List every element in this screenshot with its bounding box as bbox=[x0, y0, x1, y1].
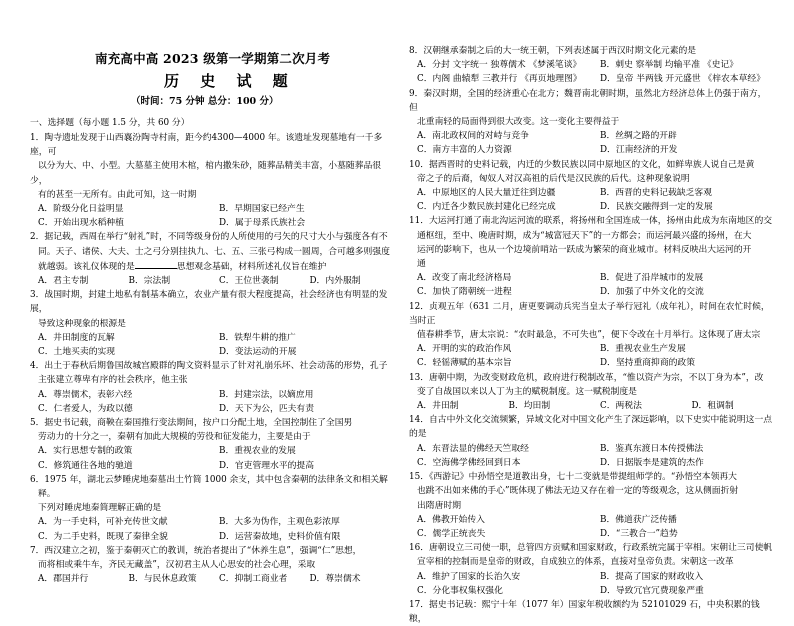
left-column bbox=[30, 131, 392, 587]
q16-option-c: C．分化事权集权强化 bbox=[417, 585, 503, 596]
q11-stem-2: 通枢纽，至中、晚唐时期，成为“城富冠天下”的一方都会；而运河最兴盛的扬州，在大 bbox=[417, 230, 752, 241]
q11-option-b: B．促进了沿岸城市的发展 bbox=[600, 273, 704, 284]
question-6 bbox=[30, 473, 392, 544]
q13-option-a: A．井田制 bbox=[417, 401, 459, 412]
section-heading: 一、选择题（每小题 1.5 分，共 60 分） bbox=[30, 118, 190, 128]
q1-option-c: C．开始出现水稻种植 bbox=[38, 218, 124, 229]
q9-option-a: A．南北政权间的对峙与竞争 bbox=[417, 131, 529, 142]
q14-option-b: B．鉴真东渡日本传授佛法 bbox=[600, 443, 704, 454]
q11-option-a: A．改变了南北经济格局 bbox=[417, 273, 512, 284]
q3-option-d: D．变法运动的开展 bbox=[219, 347, 297, 358]
q13-stem-2: 变了自战国以来以人丁为主的赋税制度。这一赋税制度是 bbox=[417, 386, 637, 397]
q2-stem-3: 就越弱。该礼仪体现的是 bbox=[38, 261, 135, 272]
q11-stem-1: 11．大运河打通了南北沟运河流的联系，将扬州和全国连成一体，扬州由此成为东南地区的交 bbox=[409, 216, 773, 227]
q14-stem: 14．自古中外文化交流频繁，异域文化对中国文化产生了深远影响，以下史实中能说明这一点的是 bbox=[409, 415, 773, 440]
question-10 bbox=[409, 158, 775, 215]
q16-option-b: B．提高了国家的财政收入 bbox=[600, 571, 704, 582]
question-14 bbox=[409, 413, 775, 470]
q1-option-d: D．属于母系氏族社会 bbox=[219, 218, 306, 229]
q13-option-c: C．两税法 bbox=[600, 401, 642, 412]
q2-option-a: A．君主专制 bbox=[38, 276, 89, 287]
q1-option-b: B．早期国家已经产生 bbox=[219, 204, 305, 215]
q7-option-a: A．郡国并行 bbox=[38, 574, 89, 585]
q12-option-b: B．重视农业生产发展 bbox=[600, 344, 686, 355]
q1-stem-1: 1．陶寺遗址发现于山西襄汾陶寺村南，距今约4300—4000 年。该遗址发现墓地有一千多座，可 bbox=[30, 133, 383, 158]
q16-option-a: A．维护了国家的长治久安 bbox=[417, 571, 521, 582]
question-3 bbox=[30, 288, 392, 359]
q2-stem-2: 同。天子、诸侯、大夫、士之弓分别挂执九、七、五、三张弓构成一圆周，合可越多则强度 bbox=[38, 246, 390, 257]
q2-option-b: B．宗法制 bbox=[128, 276, 171, 287]
q5-option-c: C．修筑通往各地的驰道 bbox=[38, 460, 133, 471]
q4-option-b: B．封建宗法，以嫡庶用 bbox=[219, 389, 314, 400]
q10-option-c: C．内迁各少数民族封建化已经完成 bbox=[417, 202, 556, 213]
q8-option-b: B．刺史 察举制 均输平准 《史记》 bbox=[600, 60, 739, 71]
q7-option-c: C．抑制工商业者 bbox=[219, 574, 288, 585]
q3-stem-1: 3．战国时期，封建土地私有制基本确立，农业产量有很大程度提高，社会经济也有明显的发展， bbox=[30, 290, 388, 315]
q16-stem-2: 宣宰相的控制而是皇帝的财政，自成独立的体系，直接对皇帝负责。宋朝这一改革 bbox=[417, 557, 734, 568]
question-4 bbox=[30, 359, 392, 416]
q4-stem-2: 主张建立尊卑有序的社会秩序，他主张 bbox=[38, 375, 188, 386]
q6-option-c: C．为二手史料，既现了秦律全貌 bbox=[38, 531, 168, 542]
q9-option-c: C．南方丰富的人力资源 bbox=[417, 145, 512, 156]
q7-stem-2: 而将相或乘牛车，齐民无藏盖”，汉初君主从人心思安的社会心理，采取 bbox=[38, 560, 316, 571]
q6-option-b: B．大多为伪作，主观色彩浓厚 bbox=[219, 517, 340, 528]
answer-blank bbox=[135, 259, 177, 269]
q6-option-a: A．为一手史料，可补充传世文献 bbox=[38, 517, 168, 528]
q14-option-c: C．空海佛学佛经回到日本 bbox=[417, 457, 521, 468]
q2-option-d: D．内外服制 bbox=[309, 276, 361, 287]
q12-stem-2: 值春耕季节，唐太宗说：“农时最急，不可失也”，便下令改在十月举行。这体现了唐太宗 bbox=[417, 330, 761, 341]
q8-option-a: A．分封 文字统一 独尊儒术 《梦溪笔谈》 bbox=[417, 60, 582, 71]
q12-stem-1: 12．贞观五年（631 二月，唐更要调动兵宪当皇太子举行冠礼（成年礼），时间在农忙时候，当时正 bbox=[409, 301, 770, 326]
q14-option-d: D．日据版李是建筑的杰作 bbox=[600, 457, 704, 468]
exam-subject: 历 史 试 题 bbox=[164, 72, 296, 90]
q7-stem-1: 7．西汉建立之初，鉴于秦朝灭亡的教训，统治者提出了“休养生息”，强调“仁”思想， bbox=[30, 545, 362, 556]
q14-option-a: A．东晋法显的佛经天竺取经 bbox=[417, 443, 529, 454]
q11-stem-3: 运河的影响下，也从一个边境前哨站一跃成为繁荣的商业城市。材料反映出大运河的开 bbox=[417, 244, 752, 255]
q10-stem-1: 10．据西晋时的史料记载，内迁的少数民族以同中原地区的文化，如鲜卑族人说自己是黄 bbox=[409, 159, 755, 170]
q6-option-d: D．运营秦故地，史料价值有限 bbox=[219, 531, 341, 542]
q7-option-b: B．与民休息政策 bbox=[128, 574, 197, 585]
exam-meta: （时间：75 分钟 总分：100 分） bbox=[131, 96, 279, 107]
q10-option-d: D．民族交融得到一定的发展 bbox=[600, 202, 713, 213]
q4-option-a: A．尊崇儒术，表彰六经 bbox=[38, 389, 133, 400]
question-11 bbox=[409, 214, 775, 299]
q15-option-b: B．佛道获广泛传播 bbox=[600, 514, 677, 525]
q5-option-a: A．实行思想专制的政策 bbox=[38, 446, 133, 457]
question-9 bbox=[409, 87, 775, 158]
question-1 bbox=[30, 131, 392, 230]
q2-stem-3b: 思想观念基础，材料所述礼仪旨在维护 bbox=[176, 261, 327, 272]
q4-option-c: C．仁者爱人，为政以德 bbox=[38, 403, 133, 414]
q15-stem-1: 15．《西游记》中孙悟空是道教出身，七十二变就是带提组师学的。“孙悟空本领再大 bbox=[409, 472, 737, 483]
q3-option-b: B．铁犁牛耕的推广 bbox=[219, 332, 296, 343]
question-5 bbox=[30, 416, 392, 473]
q2-option-c: C．王位世袭制 bbox=[219, 276, 279, 287]
q4-option-d: D．天下为公，匹夫有责 bbox=[219, 403, 315, 414]
q11-option-d: D．加强了中外文化的交流 bbox=[600, 287, 704, 298]
exam-title: 南充高中高 2023 级第一学期第二次月考 bbox=[95, 51, 331, 66]
q6-stem-3: 下列对睡虎地秦简理解正确的是 bbox=[38, 503, 162, 514]
q15-option-a: A．佛教开始传入 bbox=[417, 514, 485, 525]
q6-stem-2: 释。 bbox=[38, 489, 56, 500]
q8-stem: 8．汉朝继承秦制之后的大一统王朝，下列表述属于西汉时期文化元素的是 bbox=[409, 46, 697, 56]
q9-stem-2: 北重南轻的局面得到很大改变。这一变化主要得益于 bbox=[417, 117, 620, 128]
q11-option-c: C．加快了隋朝统一进程 bbox=[417, 287, 512, 298]
q10-option-b: B．西晋的史料记载缺乏客观 bbox=[600, 188, 713, 199]
q11-stem-4: 通 bbox=[417, 259, 426, 270]
q16-stem-1: 16．唐朝设立三司使一职，总管四方贡赋和国家财政，行政系统完属于宰相。宋朝让三司使帆 bbox=[409, 543, 773, 554]
question-7 bbox=[30, 544, 392, 587]
question-2 bbox=[30, 230, 392, 288]
q4-stem-1: 4．出土于春秋后期鲁国故城宫殿群的陶文资料显示了针对礼崩乐坏、社会动荡的形势，孔子 bbox=[30, 361, 388, 372]
q6-stem-1: 6．1975 年，湖北云梦睡虎地秦墓出土竹简 1000 余支，其中包含秦朝的法律条文和相关解 bbox=[30, 474, 388, 485]
question-16 bbox=[409, 541, 775, 598]
question-15 bbox=[409, 470, 775, 541]
q5-stem-1: 5．据史书记载，商鞅在秦国推行变法期间，按户口分配土地，全国控制住了全国男 bbox=[30, 418, 353, 429]
q1-option-a: A．阶级分化日益明显 bbox=[38, 204, 124, 215]
q13-stem-1: 13．唐朝中期，为改变财政危机，政府进行税制改革，“惟以资产为宗，不以丁身为本”，改 bbox=[409, 372, 764, 383]
q9-option-b: B．丝绸之路的开辟 bbox=[600, 131, 677, 142]
q8-option-d: D．皇帝 半两钱 开元盛世 《梓农本草经》 bbox=[600, 74, 765, 85]
q9-stem-1: 9．秦汉时期，全国的经济重心在北方；魏晋南北朝时期，虽然北方经济总体上仍强于南方，但 bbox=[409, 88, 767, 113]
q2-stem-1: 2．据记载，西周在举行“射礼”时，不同等级身份的人所使用的弓矢的尺寸大小与强度各有不 bbox=[30, 232, 388, 243]
q12-option-a: A．开明的实的政治作风 bbox=[417, 344, 512, 355]
question-8 bbox=[409, 44, 775, 87]
q12-option-d: D．坚持重商抑商的政策 bbox=[600, 358, 696, 369]
q10-stem-2: 帝之子的后裔，匈奴人对汉高祖的后代是汉民族的后代。这种现象说明 bbox=[417, 173, 690, 184]
q1-stem-3: 有的甚至一无所有。由此可知，这一时期 bbox=[38, 189, 197, 200]
q3-stem-2: 导致这种现象的根源是 bbox=[38, 318, 126, 329]
q5-option-b: B．重视农业的发展 bbox=[219, 446, 296, 457]
q5-stem-2: 劳动力的十分之一，秦朝有加此大规模的劳役和征发能力，主要是由于 bbox=[38, 432, 311, 443]
q8-option-c: C．内阁 曲辕犁 三教并行 《再页地理图》 bbox=[417, 74, 582, 85]
question-13 bbox=[409, 371, 775, 414]
q3-option-c: C．土地买卖的实现 bbox=[38, 347, 116, 358]
q15-stem-2: 也跳不出如来佛的手心”既体现了佛法无边又存在着一定的等级观念，这从侧面折射 bbox=[417, 486, 739, 497]
right-column bbox=[409, 44, 775, 626]
question-12 bbox=[409, 300, 775, 371]
q12-option-c: C．轻徭薄赋的基本宗旨 bbox=[417, 358, 512, 369]
q17-stem: 17．据史书记载：熙宁十年（1077 年）国家年税收额约为 52101029 石，中央积累的钱粮， bbox=[409, 599, 760, 625]
q10-option-a: A．中原地区的人民大量迁往到边疆 bbox=[417, 188, 556, 199]
q15-option-c: C．儒学正统丧失 bbox=[417, 528, 486, 539]
q1-stem-2: 以分为大、中、小型。大墓墓主使用木棺，棺内撒朱砂，随葬品精美丰富，小墓随葬品很少， bbox=[30, 161, 382, 186]
q3-option-a: A．井田制度的瓦解 bbox=[38, 332, 115, 343]
q5-option-d: D．官吏管理水平的提高 bbox=[219, 460, 315, 471]
q15-stem-3: 出隋唐时期 bbox=[417, 500, 461, 511]
q15-option-d: D．“三教合一”趋势 bbox=[600, 528, 678, 539]
question-17 bbox=[409, 598, 775, 626]
q13-option-d: D．租调制 bbox=[691, 401, 734, 412]
q7-option-d: D．尊崇儒术 bbox=[309, 574, 361, 585]
q16-option-d: D．导致冗官冗费现象严重 bbox=[600, 585, 704, 596]
q13-option-b: B．均田制 bbox=[508, 401, 551, 412]
q9-option-d: D．江南经济的开发 bbox=[600, 145, 678, 156]
